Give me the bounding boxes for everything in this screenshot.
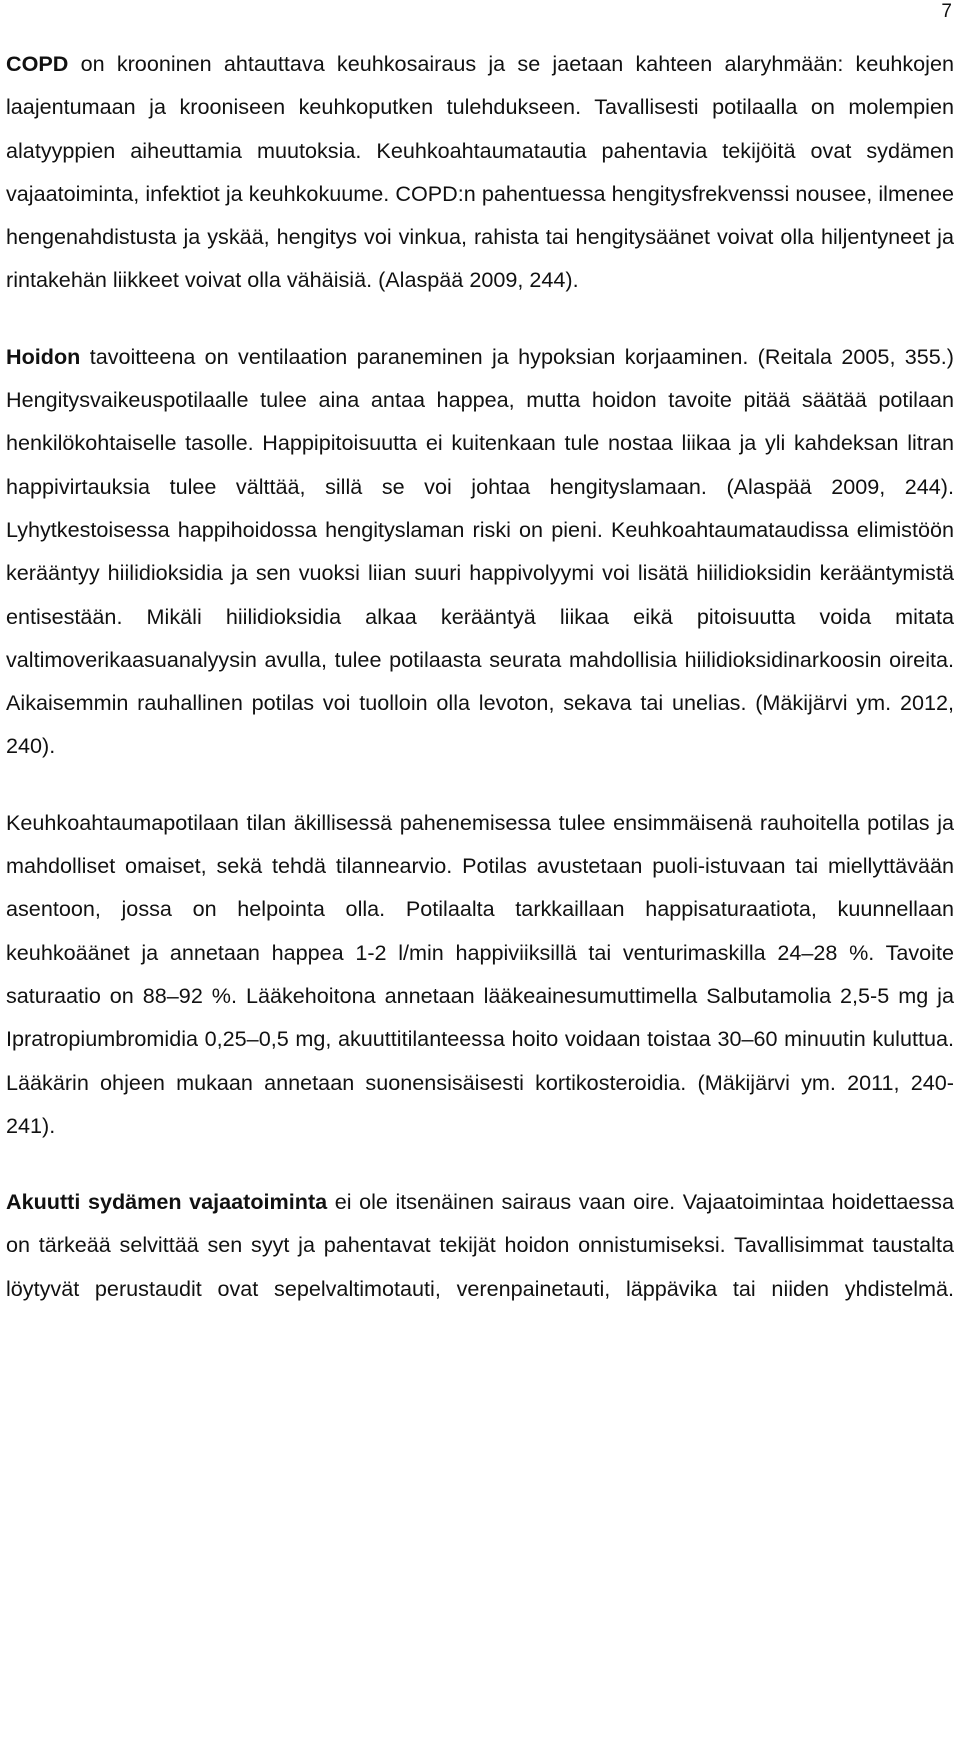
paragraph-copd bbox=[6, 42, 954, 302]
paragraph-hoidon-tavoite bbox=[6, 335, 954, 768]
paragraph-akillinen-paheneminen bbox=[6, 801, 954, 1147]
paragraph-lead-term: Hoidon bbox=[6, 343, 81, 369]
paragraph-lead-term: Akuutti sydämen vajaatoiminta bbox=[6, 1189, 328, 1215]
paragraph-text: tavoitteena on ventilaation paraneminen ja hypoksian korjaaminen. (Reitala 2005, 355.) Hengitysvaikeuspotilaalle tulee aina antaa happea, mutta hoidon tavoite pitää säätää potilaan henkilökohtaiselle tasolle. Happipitoisuutta ei kuitenkaan tule nostaa liikaa ja yli kahdeksan litran happivirtauksia tulee välttää, sillä se voi johtaa hengityslamaan. (Alaspää 2009, 244). Lyhytkestoisessa happihoidossa hengityslaman riski on pieni. Keuhkoahtaumataudissa elimistöön kerääntyy hiilidioksidia ja sen vuoksi liian suuri happivolyymi voi lisätä hiilidioksidin kerääntymistä entisestään. Mikäli hiilidioksidia alkaa kerääntyä liikaa eikä pitoisuutta voida mitata valtimoverikaasuanalyysin avulla, tulee potilaasta seurata mahdollisia hiilidioksidinarkoosin oireita. Aikaisemmin rauhallinen potilas voi tuolloin olla levoton, sekava tai unelias. (Mäkijärvi ym. 2012, 240). bbox=[6, 343, 954, 759]
paragraph-sydamen-vajaatoiminta bbox=[6, 1180, 954, 1310]
document-body bbox=[6, 42, 954, 1310]
paragraph-lead-term: COPD bbox=[6, 51, 69, 76]
paragraph-text: ei ole itsenäinen sairaus vaan oire. Vajaatoimintaa hoidettaessa on tärkeää selvittää sen syyt ja pahentavat tekijät hoidon onnistumiseksi. Tavallisimmat taustalta löytyvät perustaudit ovat sepelvaltimotauti, verenpainetauti, läppävika tai niiden yhdistelmä. bbox=[6, 1189, 954, 1301]
paragraph-text: Keuhkoahtaumapotilaan tilan äkillisessä pahenemisessa tulee ensimmäisenä rauhoitella potilas ja mahdolliset omaiset, sekä tehdä tilannearvio. Potilas avustetaan puoli-istuvaan tai miellyttävään asentoon, jossa on helpointa olla. Potilaalta tarkkaillaan happisaturaatiota, kuunnellaan keuhkoäänet ja annetaan happea 1-2 l/min happiviiksillä tai venturimaskilla 24–28 %. Tavoite saturaatio on 88–92 %. Lääkehoitona annetaan lääkeainesumuttimella Salbutamolia 2,5-5 mg ja Ipratropiumbromidia 0,25–0,5 mg, akuuttitilanteessa hoito voidaan toistaa 30–60 minuutin kuluttua. Lääkärin ohjeen mukaan annetaan suonensisäisesti kortikosteroidia. (Mäkijärvi ym. 2011, 240-241). bbox=[6, 809, 954, 1138]
paragraph-text: on krooninen ahtauttava keuhkosairaus ja se jaetaan kahteen alaryhmään: keuhkojen laajentumaan ja krooniseen keuhkoputken tulehdukseen. Tavallisesti potilaalla on molempien alatyyppien aiheuttamia muutoksia. Keuhkoahtaumatautia pahentavia tekijöitä ovat sydämen vajaatoiminta, infektiot ja keuhkokuume. COPD:n pahentuessa hengitysfrekvenssi nousee, ilmenee hengenahdistusta ja yskää, hengitys voi vinkua, rahista tai hengitysäänet voivat olla hiljentyneet ja rintakehän liikkeet voivat olla vähäisiä. (Alaspää 2009, 244). bbox=[6, 51, 954, 293]
page-number: 7 bbox=[941, 1, 952, 22]
